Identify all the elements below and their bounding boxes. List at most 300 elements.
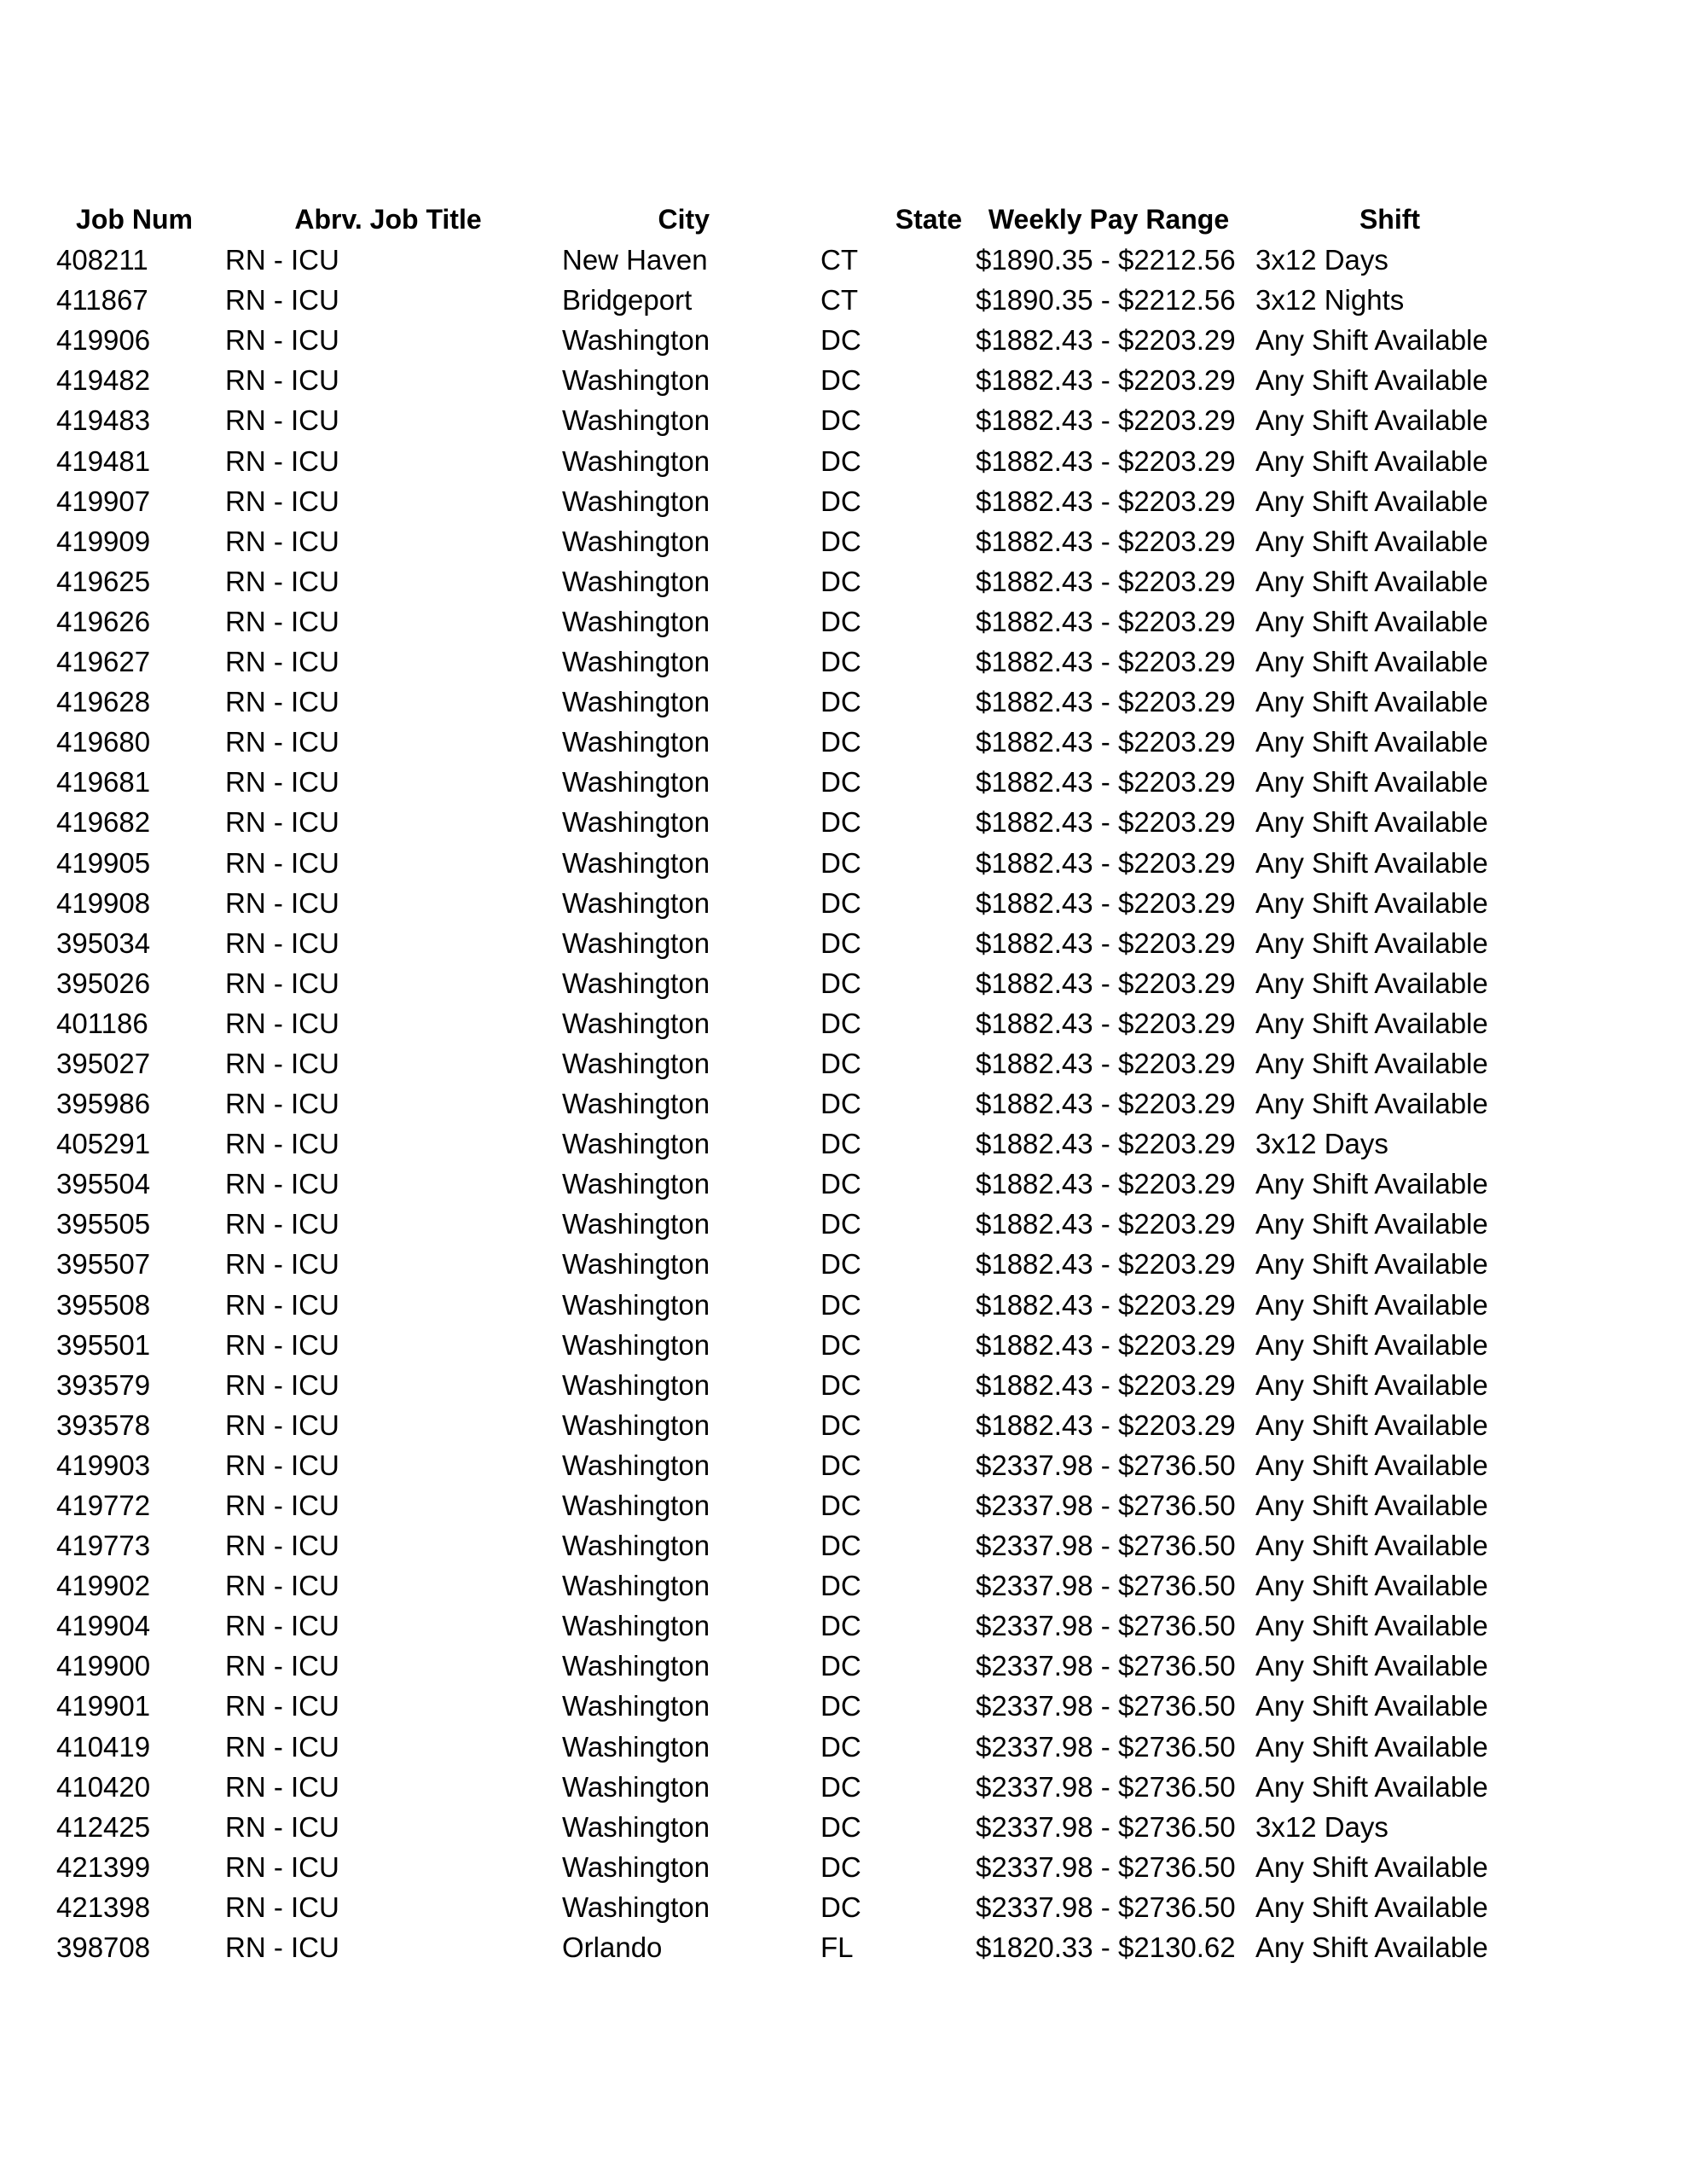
city-cell: Washington <box>562 686 710 718</box>
job-title-cell: RN - ICU <box>225 324 339 357</box>
table-row <box>0 1525 1687 1565</box>
job-num-cell: 419628 <box>56 686 151 718</box>
city-cell: Washington <box>562 766 710 799</box>
weekly-pay-range-cell: $1882.43 - $2203.29 <box>976 1088 1236 1120</box>
header-job-num: Job Num <box>76 204 193 235</box>
state-cell: DC <box>820 766 861 799</box>
shift-cell: Any Shift Available <box>1255 1168 1488 1200</box>
shift-cell: Any Shift Available <box>1255 404 1488 437</box>
shift-cell: Any Shift Available <box>1255 1931 1488 1964</box>
job-num-cell: 410419 <box>56 1730 151 1763</box>
city-cell: Washington <box>562 1850 710 1883</box>
job-num-cell: 395504 <box>56 1168 151 1200</box>
shift-cell: Any Shift Available <box>1255 766 1488 799</box>
table-row <box>0 1204 1687 1244</box>
shift-cell: Any Shift Available <box>1255 1610 1488 1642</box>
job-num-cell: 395505 <box>56 1208 151 1240</box>
shift-cell: Any Shift Available <box>1255 726 1488 758</box>
header-city: City <box>658 204 710 235</box>
table-row <box>0 802 1687 842</box>
job-title-cell: RN - ICU <box>225 886 339 919</box>
city-cell: Washington <box>562 525 710 557</box>
job-title-cell: RN - ICU <box>225 806 339 839</box>
shift-cell: Any Shift Available <box>1255 1530 1488 1562</box>
city-cell: Washington <box>562 1208 710 1240</box>
city-cell: Washington <box>562 485 710 517</box>
shift-cell: Any Shift Available <box>1255 1490 1488 1521</box>
job-title-cell: RN - ICU <box>225 1168 339 1200</box>
state-cell: DC <box>820 605 861 637</box>
job-listing-table <box>0 200 1687 1967</box>
state-cell: DC <box>820 525 861 557</box>
weekly-pay-range-cell: $2337.98 - $2736.50 <box>976 1770 1236 1803</box>
job-title-cell: RN - ICU <box>225 686 339 718</box>
city-cell: Washington <box>562 1328 710 1361</box>
table-row <box>0 521 1687 561</box>
shift-cell: Any Shift Available <box>1255 485 1488 517</box>
table-row <box>0 722 1687 762</box>
job-title-cell: RN - ICU <box>225 846 339 879</box>
state-cell: DC <box>820 1328 861 1361</box>
job-title-cell: RN - ICU <box>225 1931 339 1964</box>
state-cell: DC <box>820 1088 861 1120</box>
job-title-cell: RN - ICU <box>225 1368 339 1401</box>
weekly-pay-range-cell: $1890.35 - $2212.56 <box>976 244 1236 276</box>
shift-cell: 3x12 Days <box>1255 1128 1388 1160</box>
shift-cell: 3x12 Nights <box>1255 284 1405 317</box>
city-cell: Washington <box>562 1730 710 1763</box>
weekly-pay-range-cell: $1882.43 - $2203.29 <box>976 1007 1236 1039</box>
state-cell: DC <box>820 404 861 437</box>
job-num-cell: 395507 <box>56 1248 151 1281</box>
table-row <box>0 642 1687 682</box>
weekly-pay-range-cell: $2337.98 - $2736.50 <box>976 1650 1236 1682</box>
state-cell: DC <box>820 1690 861 1722</box>
shift-cell: Any Shift Available <box>1255 926 1488 959</box>
header-shift: Shift <box>1359 204 1421 235</box>
job-num-cell: 419908 <box>56 886 151 919</box>
shift-cell: Any Shift Available <box>1255 1047 1488 1079</box>
table-row <box>0 320 1687 360</box>
state-cell: DC <box>820 1449 861 1481</box>
job-num-cell: 419903 <box>56 1449 151 1481</box>
job-num-cell: 393579 <box>56 1368 151 1401</box>
job-num-cell: 419907 <box>56 485 151 517</box>
job-num-cell: 419682 <box>56 806 151 839</box>
city-cell: Washington <box>562 444 710 477</box>
city-cell: Washington <box>562 926 710 959</box>
city-cell: Washington <box>562 1770 710 1803</box>
state-cell: DC <box>820 726 861 758</box>
job-num-cell: 405291 <box>56 1128 151 1160</box>
shift-cell: Any Shift Available <box>1255 1730 1488 1763</box>
shift-cell: Any Shift Available <box>1255 646 1488 678</box>
table-row <box>0 1124 1687 1164</box>
shift-cell: Any Shift Available <box>1255 1850 1488 1883</box>
city-cell: Washington <box>562 806 710 839</box>
shift-cell: Any Shift Available <box>1255 1891 1488 1923</box>
job-title-cell: RN - ICU <box>225 1007 339 1039</box>
state-cell: DC <box>820 1168 861 1200</box>
weekly-pay-range-cell: $2337.98 - $2736.50 <box>976 1530 1236 1562</box>
job-num-cell: 419627 <box>56 646 151 678</box>
job-num-cell: 419900 <box>56 1650 151 1682</box>
job-title-cell: RN - ICU <box>225 766 339 799</box>
weekly-pay-range-cell: $2337.98 - $2736.50 <box>976 1610 1236 1642</box>
weekly-pay-range-cell: $1882.43 - $2203.29 <box>976 1128 1236 1160</box>
job-title-cell: RN - ICU <box>225 726 339 758</box>
job-num-cell: 393578 <box>56 1409 151 1441</box>
job-title-cell: RN - ICU <box>225 1449 339 1481</box>
city-cell: Washington <box>562 404 710 437</box>
weekly-pay-range-cell: $1882.43 - $2203.29 <box>976 1409 1236 1441</box>
job-title-cell: RN - ICU <box>225 1730 339 1763</box>
city-cell: Washington <box>562 1128 710 1160</box>
state-cell: DC <box>820 1530 861 1562</box>
table-row <box>0 360 1687 400</box>
weekly-pay-range-cell: $1882.43 - $2203.29 <box>976 1168 1236 1200</box>
weekly-pay-range-cell: $1882.43 - $2203.29 <box>976 686 1236 718</box>
table-row <box>0 923 1687 963</box>
city-cell: New Haven <box>562 244 708 276</box>
table-row <box>0 1807 1687 1847</box>
state-cell: DC <box>820 1570 861 1602</box>
city-cell: Orlando <box>562 1931 663 1964</box>
weekly-pay-range-cell: $1882.43 - $2203.29 <box>976 565 1236 597</box>
table-row <box>0 1686 1687 1726</box>
state-cell: CT <box>820 284 858 317</box>
job-num-cell: 419482 <box>56 364 151 397</box>
job-num-cell: 419483 <box>56 404 151 437</box>
state-cell: DC <box>820 1047 861 1079</box>
weekly-pay-range-cell: $2337.98 - $2736.50 <box>976 1810 1236 1843</box>
job-title-cell: RN - ICU <box>225 1610 339 1642</box>
city-cell: Washington <box>562 1248 710 1281</box>
city-cell: Washington <box>562 846 710 879</box>
state-cell: DC <box>820 646 861 678</box>
state-cell: DC <box>820 886 861 919</box>
table-row <box>0 963 1687 1003</box>
state-cell: DC <box>820 846 861 879</box>
shift-cell: Any Shift Available <box>1255 324 1488 357</box>
shift-cell: Any Shift Available <box>1255 1409 1488 1441</box>
job-num-cell: 421399 <box>56 1850 151 1883</box>
state-cell: DC <box>820 1730 861 1763</box>
state-cell: DC <box>820 1409 861 1441</box>
table-row <box>0 1083 1687 1124</box>
city-cell: Washington <box>562 1490 710 1521</box>
job-num-cell: 419773 <box>56 1530 151 1562</box>
state-cell: DC <box>820 1490 861 1521</box>
state-cell: CT <box>820 244 858 276</box>
job-num-cell: 419906 <box>56 324 151 357</box>
job-title-cell: RN - ICU <box>225 525 339 557</box>
table-row <box>0 280 1687 320</box>
shift-cell: Any Shift Available <box>1255 565 1488 597</box>
job-num-cell: 421398 <box>56 1891 151 1923</box>
state-cell: DC <box>820 1208 861 1240</box>
job-title-cell: RN - ICU <box>225 1650 339 1682</box>
shift-cell: Any Shift Available <box>1255 1208 1488 1240</box>
state-cell: DC <box>820 1610 861 1642</box>
state-cell: DC <box>820 485 861 517</box>
table-row <box>0 1565 1687 1606</box>
table-row <box>0 1244 1687 1284</box>
table-row <box>0 1405 1687 1445</box>
city-cell: Bridgeport <box>562 284 693 317</box>
city-cell: Washington <box>562 324 710 357</box>
weekly-pay-range-cell: $1882.43 - $2203.29 <box>976 1248 1236 1281</box>
job-num-cell: 395508 <box>56 1288 151 1321</box>
table-row <box>0 1727 1687 1767</box>
weekly-pay-range-cell: $1882.43 - $2203.29 <box>976 726 1236 758</box>
job-num-cell: 419625 <box>56 565 151 597</box>
job-title-cell: RN - ICU <box>225 1891 339 1923</box>
state-cell: DC <box>820 364 861 397</box>
state-cell: DC <box>820 806 861 839</box>
job-num-cell: 419909 <box>56 525 151 557</box>
job-title-cell: RN - ICU <box>225 565 339 597</box>
weekly-pay-range-cell: $1882.43 - $2203.29 <box>976 1288 1236 1321</box>
job-num-cell: 395026 <box>56 967 151 999</box>
shift-cell: Any Shift Available <box>1255 686 1488 718</box>
city-cell: Washington <box>562 364 710 397</box>
weekly-pay-range-cell: $1882.43 - $2203.29 <box>976 525 1236 557</box>
shift-cell: Any Shift Available <box>1255 886 1488 919</box>
job-num-cell: 398708 <box>56 1931 151 1964</box>
table-row <box>0 240 1687 280</box>
job-num-cell: 412425 <box>56 1810 151 1843</box>
city-cell: Washington <box>562 726 710 758</box>
table-row <box>0 1325 1687 1365</box>
shift-cell: Any Shift Available <box>1255 1288 1488 1321</box>
job-title-cell: RN - ICU <box>225 646 339 678</box>
weekly-pay-range-cell: $1882.43 - $2203.29 <box>976 1328 1236 1361</box>
state-cell: DC <box>820 324 861 357</box>
table-row <box>0 1887 1687 1927</box>
city-cell: Washington <box>562 1047 710 1079</box>
weekly-pay-range-cell: $1882.43 - $2203.29 <box>976 485 1236 517</box>
state-cell: DC <box>820 1770 861 1803</box>
weekly-pay-range-cell: $1882.43 - $2203.29 <box>976 444 1236 477</box>
job-title-cell: RN - ICU <box>225 1490 339 1521</box>
shift-cell: 3x12 Days <box>1255 244 1388 276</box>
shift-cell: Any Shift Available <box>1255 364 1488 397</box>
job-num-cell: 419905 <box>56 846 151 879</box>
state-cell: DC <box>820 926 861 959</box>
table-row <box>0 1003 1687 1043</box>
city-cell: Washington <box>562 1088 710 1120</box>
weekly-pay-range-cell: $1882.43 - $2203.29 <box>976 404 1236 437</box>
city-cell: Washington <box>562 646 710 678</box>
weekly-pay-range-cell: $1882.43 - $2203.29 <box>976 766 1236 799</box>
table-body <box>0 240 1687 1967</box>
state-cell: DC <box>820 1891 861 1923</box>
header-weekly-pay-range: Weekly Pay Range <box>988 204 1230 235</box>
weekly-pay-range-cell: $1882.43 - $2203.29 <box>976 1047 1236 1079</box>
shift-cell: Any Shift Available <box>1255 1368 1488 1401</box>
state-cell: DC <box>820 967 861 999</box>
city-cell: Washington <box>562 1891 710 1923</box>
weekly-pay-range-cell: $2337.98 - $2736.50 <box>976 1730 1236 1763</box>
weekly-pay-range-cell: $1882.43 - $2203.29 <box>976 605 1236 637</box>
shift-cell: Any Shift Available <box>1255 1770 1488 1803</box>
job-title-cell: RN - ICU <box>225 1690 339 1722</box>
job-title-cell: RN - ICU <box>225 1208 339 1240</box>
header-job-title: Abrv. Job Title <box>294 204 482 235</box>
state-cell: DC <box>820 1248 861 1281</box>
shift-cell: Any Shift Available <box>1255 967 1488 999</box>
job-title-cell: RN - ICU <box>225 404 339 437</box>
job-num-cell: 419626 <box>56 605 151 637</box>
state-cell: DC <box>820 1650 861 1682</box>
job-num-cell: 419902 <box>56 1570 151 1602</box>
table-row <box>0 1285 1687 1325</box>
weekly-pay-range-cell: $1882.43 - $2203.29 <box>976 846 1236 879</box>
table-row <box>0 400 1687 440</box>
table-header-row <box>0 200 1687 240</box>
city-cell: Washington <box>562 1368 710 1401</box>
job-num-cell: 419901 <box>56 1690 151 1722</box>
table-row <box>0 1164 1687 1204</box>
job-title-cell: RN - ICU <box>225 1088 339 1120</box>
job-num-cell: 419680 <box>56 726 151 758</box>
weekly-pay-range-cell: $1882.43 - $2203.29 <box>976 886 1236 919</box>
job-title-cell: RN - ICU <box>225 1530 339 1562</box>
shift-cell: Any Shift Available <box>1255 1328 1488 1361</box>
city-cell: Washington <box>562 1570 710 1602</box>
state-cell: DC <box>820 1810 861 1843</box>
table-row <box>0 1043 1687 1083</box>
state-cell: DC <box>820 1007 861 1039</box>
table-row <box>0 883 1687 923</box>
weekly-pay-range-cell: $1882.43 - $2203.29 <box>976 1368 1236 1401</box>
job-title-cell: RN - ICU <box>225 1328 339 1361</box>
shift-cell: Any Shift Available <box>1255 525 1488 557</box>
table-row <box>0 1606 1687 1646</box>
weekly-pay-range-cell: $2337.98 - $2736.50 <box>976 1490 1236 1521</box>
city-cell: Washington <box>562 886 710 919</box>
city-cell: Washington <box>562 1409 710 1441</box>
table-row <box>0 1365 1687 1405</box>
state-cell: DC <box>820 565 861 597</box>
table-row <box>0 682 1687 722</box>
shift-cell: Any Shift Available <box>1255 1690 1488 1722</box>
job-num-cell: 395986 <box>56 1088 151 1120</box>
weekly-pay-range-cell: $1882.43 - $2203.29 <box>976 967 1236 999</box>
shift-cell: Any Shift Available <box>1255 1248 1488 1281</box>
table-row <box>0 1767 1687 1807</box>
weekly-pay-range-cell: $2337.98 - $2736.50 <box>976 1690 1236 1722</box>
job-title-cell: RN - ICU <box>225 1850 339 1883</box>
table-row <box>0 561 1687 601</box>
shift-cell: Any Shift Available <box>1255 846 1488 879</box>
city-cell: Washington <box>562 565 710 597</box>
state-cell: DC <box>820 1128 861 1160</box>
city-cell: Washington <box>562 605 710 637</box>
weekly-pay-range-cell: $1882.43 - $2203.29 <box>976 926 1236 959</box>
job-num-cell: 408211 <box>56 244 148 276</box>
job-title-cell: RN - ICU <box>225 605 339 637</box>
city-cell: Washington <box>562 1168 710 1200</box>
shift-cell: Any Shift Available <box>1255 1570 1488 1602</box>
job-title-cell: RN - ICU <box>225 1810 339 1843</box>
city-cell: Washington <box>562 1610 710 1642</box>
job-num-cell: 395501 <box>56 1328 151 1361</box>
weekly-pay-range-cell: $1882.43 - $2203.29 <box>976 324 1236 357</box>
shift-cell: Any Shift Available <box>1255 605 1488 637</box>
weekly-pay-range-cell: $1820.33 - $2130.62 <box>976 1931 1236 1964</box>
city-cell: Washington <box>562 1690 710 1722</box>
shift-cell: Any Shift Available <box>1255 1449 1488 1481</box>
weekly-pay-range-cell: $2337.98 - $2736.50 <box>976 1891 1236 1923</box>
job-title-cell: RN - ICU <box>225 967 339 999</box>
state-cell: DC <box>820 1288 861 1321</box>
shift-cell: Any Shift Available <box>1255 444 1488 477</box>
job-title-cell: RN - ICU <box>225 1288 339 1321</box>
job-title-cell: RN - ICU <box>225 1770 339 1803</box>
shift-cell: Any Shift Available <box>1255 806 1488 839</box>
job-title-cell: RN - ICU <box>225 444 339 477</box>
city-cell: Washington <box>562 1449 710 1481</box>
header-state: State <box>895 204 962 235</box>
weekly-pay-range-cell: $1890.35 - $2212.56 <box>976 284 1236 317</box>
city-cell: Washington <box>562 967 710 999</box>
job-num-cell: 411867 <box>56 284 148 317</box>
table-row <box>0 1485 1687 1525</box>
job-title-cell: RN - ICU <box>225 926 339 959</box>
job-title-cell: RN - ICU <box>225 1248 339 1281</box>
weekly-pay-range-cell: $1882.43 - $2203.29 <box>976 364 1236 397</box>
state-cell: FL <box>820 1931 854 1964</box>
job-num-cell: 395034 <box>56 926 151 959</box>
job-title-cell: RN - ICU <box>225 1128 339 1160</box>
job-title-cell: RN - ICU <box>225 485 339 517</box>
weekly-pay-range-cell: $1882.43 - $2203.29 <box>976 1208 1236 1240</box>
job-num-cell: 419481 <box>56 444 151 477</box>
job-title-cell: RN - ICU <box>225 1409 339 1441</box>
table-row <box>0 441 1687 481</box>
city-cell: Washington <box>562 1288 710 1321</box>
job-title-cell: RN - ICU <box>225 244 339 276</box>
table-row <box>0 1847 1687 1887</box>
weekly-pay-range-cell: $2337.98 - $2736.50 <box>976 1570 1236 1602</box>
table-row <box>0 762 1687 802</box>
shift-cell: Any Shift Available <box>1255 1007 1488 1039</box>
shift-cell: 3x12 Days <box>1255 1810 1388 1843</box>
job-title-cell: RN - ICU <box>225 364 339 397</box>
state-cell: DC <box>820 444 861 477</box>
job-num-cell: 401186 <box>56 1007 148 1039</box>
state-cell: DC <box>820 1850 861 1883</box>
job-title-cell: RN - ICU <box>225 284 339 317</box>
table-row <box>0 481 1687 521</box>
table-row <box>0 1445 1687 1485</box>
job-num-cell: 419772 <box>56 1490 151 1521</box>
job-num-cell: 419904 <box>56 1610 151 1642</box>
job-title-cell: RN - ICU <box>225 1570 339 1602</box>
job-title-cell: RN - ICU <box>225 1047 339 1079</box>
state-cell: DC <box>820 1368 861 1401</box>
city-cell: Washington <box>562 1650 710 1682</box>
shift-cell: Any Shift Available <box>1255 1088 1488 1120</box>
table-row <box>0 843 1687 883</box>
weekly-pay-range-cell: $1882.43 - $2203.29 <box>976 806 1236 839</box>
job-num-cell: 419681 <box>56 766 151 799</box>
weekly-pay-range-cell: $1882.43 - $2203.29 <box>976 646 1236 678</box>
city-cell: Washington <box>562 1530 710 1562</box>
table-row <box>0 1646 1687 1686</box>
